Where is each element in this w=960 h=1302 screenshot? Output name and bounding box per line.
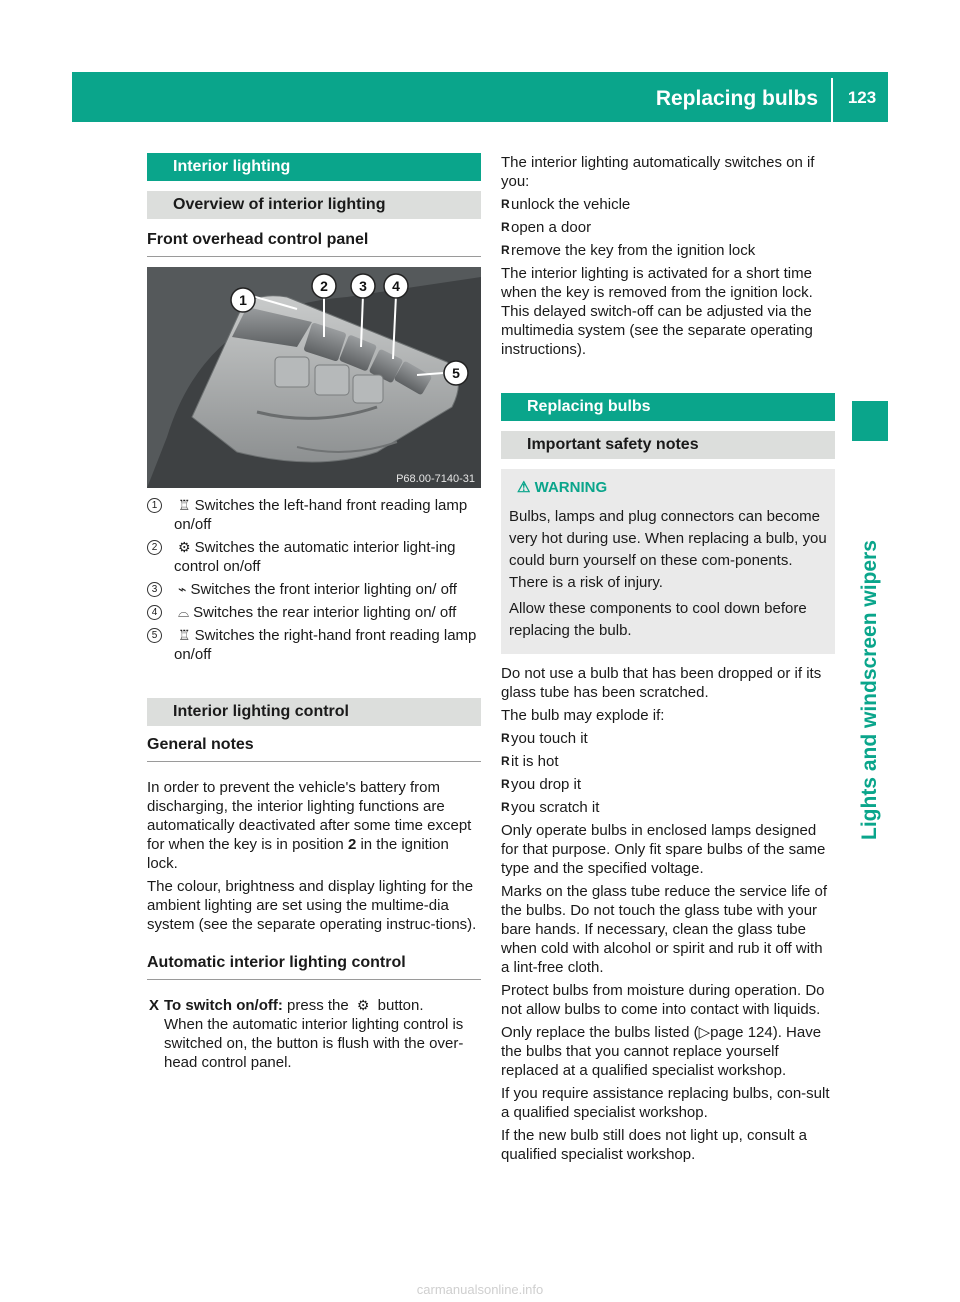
list-item: R it is hot <box>501 752 835 771</box>
control-panel-photo <box>147 267 481 488</box>
paragraph: If the new bulb still does not light up, consult a qualified specialist workshop. <box>501 1127 808 1163</box>
legend-number: 5 <box>147 628 162 643</box>
text-run: Only replace the bulbs listed ( <box>501 1024 699 1041</box>
paragraph: Do not use a bulb that has been dropped or if its glass tube has been scratched. <box>501 665 822 701</box>
text-run: page 124). Have the bulbs that you cannot replace yourself replaced at a qualified specialist workshop. <box>501 1024 822 1079</box>
callout-label: 3 <box>359 278 367 294</box>
paragraph: The bulb may explode if: <box>501 707 665 724</box>
side-tab-label: Lights and windscreen wipers <box>858 540 881 840</box>
side-tab-marker <box>852 401 888 441</box>
page-number: 123 <box>847 88 877 107</box>
warning-title: WARNING <box>534 479 608 496</box>
callout-label: 1 <box>239 292 247 308</box>
action-step <box>147 996 481 1072</box>
photo-code: P68.00-7140-31 <box>396 473 475 485</box>
auto-lighting-icon: ⚙ <box>356 997 370 1013</box>
list-item: R remove the key from the ignition lock <box>501 241 835 260</box>
front-interior-icon: ⌁ <box>178 581 187 597</box>
bullet-list <box>501 195 835 260</box>
subsection-control: Interior lighting control <box>147 698 481 726</box>
warning-icon: ⚠ <box>517 479 531 496</box>
page-header <box>72 72 888 122</box>
legend-text: Switches the automatic interior light-ing control on/off <box>174 539 456 575</box>
text-run: press the <box>282 997 353 1014</box>
paragraph: If you require assistance replacing bulbs, con-sult a qualified specialist workshop. <box>501 1085 830 1121</box>
warning-text: Allow these components to cool down before replacing the bulb. <box>509 600 807 639</box>
action-marker: X <box>149 997 160 1014</box>
legend-text: Switches the right-hand front reading lamp on/off <box>174 627 477 663</box>
section-title-replacing-bulbs: Replacing bulbs <box>501 393 835 421</box>
list-item: R you touch it <box>501 729 835 748</box>
paragraph <box>501 1023 835 1080</box>
heading-general-notes: General notes <box>147 734 481 762</box>
list-item: R you drop it <box>501 775 835 794</box>
header-divider <box>831 78 833 122</box>
text-run: in the ignition lock. <box>147 836 449 872</box>
section-title-interior-lighting: Interior lighting <box>147 153 481 181</box>
paragraph: The interior lighting automatically switches on if you: <box>501 154 815 190</box>
paragraph: Marks on the glass tube reduce the service life of the bulbs. Do not touch the glass tube with your bare hands. If necessary, clean the glass tube when cold with alcohol or spirit and rub it off with a lint-free cloth. <box>501 883 828 976</box>
header-title: Replacing bulbs <box>655 87 818 110</box>
warning-text: Bulbs, lamps and plug connectors can become very hot during use. When replacing a bulb, you could burn yourself on these com-ponents. There is a risk of injury. <box>509 508 827 591</box>
legend-number: 4 <box>147 605 162 620</box>
text-run: button. <box>373 997 424 1014</box>
legend-item <box>147 626 481 664</box>
legend-item <box>147 496 481 534</box>
subsection-overview: Overview of interior lighting <box>147 191 481 219</box>
key-position: 2 <box>347 836 357 853</box>
heading-front-panel: Front overhead control panel <box>147 229 481 257</box>
legend-item <box>147 538 481 576</box>
list-item: R open a door <box>501 218 835 237</box>
text-run: In order to prevent the vehicle's battery from discharging, the interior lighting functions are automatically deactivated after some time except for when the key is in position <box>147 779 472 853</box>
reading-lamp-icon: ♖ <box>178 627 191 643</box>
left-column <box>147 153 481 1072</box>
right-column <box>501 153 835 1168</box>
legend-text: Switches the rear interior lighting on/ off <box>193 604 457 621</box>
callout-label: 2 <box>320 278 328 294</box>
rear-interior-icon: ⌓ <box>178 604 190 620</box>
paragraph: Only operate bulbs in enclosed lamps designed for that purpose. Only fit spare bulbs of the same type and the specified voltage. <box>501 822 826 877</box>
control-panel-illustration <box>147 267 481 488</box>
reading-lamp-icon: ♖ <box>178 497 191 513</box>
heading-auto-control: Automatic interior lighting control <box>147 952 481 980</box>
callout-label: 5 <box>452 365 460 381</box>
list-item: R you scratch it <box>501 798 835 817</box>
action-detail: When the automatic interior lighting control is switched on, the button is flush with the over-head control panel. <box>164 1016 464 1071</box>
legend-text: Switches the front interior lighting on/ off <box>190 581 457 598</box>
legend-number: 1 <box>147 498 162 513</box>
list-item: R unlock the vehicle <box>501 195 835 214</box>
paragraph: Protect bulbs from moisture during operation. Do not allow bulbs to come into contact with liquids. <box>501 982 825 1018</box>
paragraph <box>147 778 481 873</box>
action-label: To switch on/off: <box>164 997 283 1014</box>
legend-text: Switches the left-hand front reading lamp on/off <box>174 497 468 533</box>
watermark: carmanualsonline.info <box>416 1282 544 1297</box>
paragraph: The interior lighting is activated for a short time when the key is removed from the ignition lock. This delayed switch-off can be adjusted via the multimedia system (see the separate operating instructions). <box>501 265 813 358</box>
bullet-list <box>501 729 835 817</box>
legend-number: 3 <box>147 582 162 597</box>
page-reference-arrow-icon: ▷ <box>698 1024 711 1041</box>
subsection-safety-notes: Important safety notes <box>501 431 835 459</box>
auto-lighting-icon: ⚙ <box>178 539 191 555</box>
legend-number: 2 <box>147 540 162 555</box>
legend-item <box>147 580 481 599</box>
paragraph: The colour, brightness and display lighting for the ambient lighting are set using the multime-dia system (see the separate operating instruc-tions). <box>147 878 477 933</box>
warning-box <box>501 469 835 654</box>
warning-heading <box>509 478 827 497</box>
callout-label: 4 <box>392 278 400 294</box>
legend-item <box>147 603 481 622</box>
